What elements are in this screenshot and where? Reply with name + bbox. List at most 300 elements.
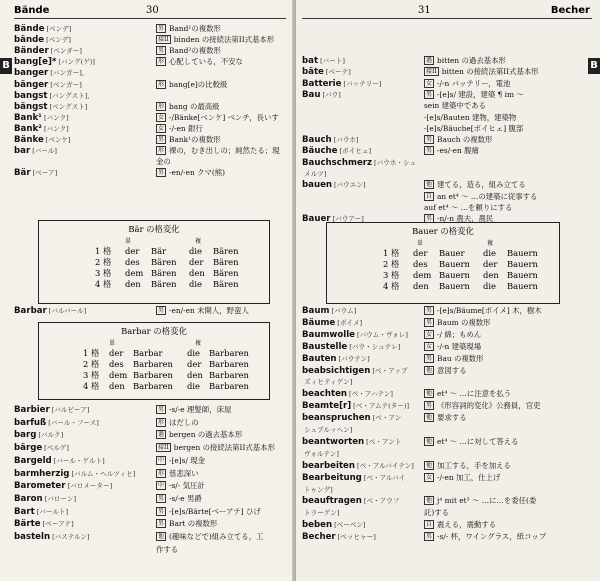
declension-cell: die (483, 248, 496, 258)
part-of-speech-tag: 女 (426, 473, 433, 481)
dictionary-entry (302, 330, 408, 340)
declension-title: Bauer の格変化 (412, 226, 474, 236)
entry-definition (424, 366, 467, 376)
declension-cell: des (125, 257, 140, 267)
declension-cell: 1 格 (95, 246, 112, 256)
dictionary-entry (302, 377, 352, 387)
part-of-speech-tag: 女 (158, 124, 165, 132)
part-of-speech-tag: 他 (426, 437, 433, 445)
dictionary-entry (302, 354, 370, 364)
definition-text: binden の接続法第II式基本形 (173, 35, 275, 45)
part-of-speech-tag: 形 (158, 147, 165, 155)
definition-text: -[e]s/Bauten 建物，建築物 (424, 112, 517, 122)
entry-definition (156, 545, 178, 555)
entry-pronunciation: [ボイヒェ] (339, 147, 372, 156)
entry-headword: bäte (302, 67, 324, 78)
dictionary-entry (302, 413, 401, 423)
declension-cell: Barbaren (209, 381, 249, 391)
declension-cell: den (189, 268, 205, 278)
right-thumb-tab: B (588, 58, 600, 74)
definition-text: はだしの (169, 417, 199, 427)
dictionary-entry (14, 507, 68, 517)
column-head: 単 (109, 340, 116, 347)
dictionary-entry (14, 113, 69, 123)
declension-cell: 3 格 (83, 370, 100, 380)
definition-text: auf et⁴ ～ …を頼りにする (424, 202, 513, 212)
part-of-speech-tag: 女 (158, 113, 165, 121)
entry-pronunciation: ヴォルテン] (304, 449, 339, 458)
part-of-speech-tag: 形 (158, 80, 165, 88)
entry-definition (424, 180, 526, 190)
entry-headword: bang[e]* (14, 57, 57, 68)
right-page (296, 0, 600, 581)
dictionary-entry (14, 430, 63, 440)
dictionary-entry (302, 79, 382, 89)
entry-headword: bearbeiten (302, 460, 355, 471)
entry-headword: Bär (14, 168, 31, 179)
definition-text: -en/-en 未開人，野蛮人 (169, 306, 249, 315)
entry-headword: bat (302, 56, 319, 66)
entry-headword: beben (302, 520, 333, 531)
declension-cell: Barbar (133, 348, 163, 358)
declension-cell: Bären (151, 268, 177, 278)
dictionary-entry (14, 405, 89, 415)
entry-definition (156, 57, 243, 67)
right-running-head: Becher (550, 5, 590, 16)
column-head: 単 (125, 238, 132, 245)
entry-definition (424, 461, 511, 471)
part-of-speech-tag: 男 (158, 47, 165, 55)
part-of-speech-tag: 女 (426, 330, 433, 338)
declension-cell: Bauern (507, 270, 538, 280)
dictionary-entry (302, 485, 333, 495)
dictionary-entry (14, 306, 86, 316)
definition-text: -s/- 気圧計 (169, 481, 205, 491)
dictionary-entry (302, 90, 341, 100)
entry-definition (424, 318, 491, 328)
declension-title: Bär の格変化 (128, 224, 180, 234)
part-of-speech-tag: 中 (158, 456, 165, 464)
entry-definition (156, 507, 261, 517)
entry-definition (156, 146, 280, 156)
entry-pronunciation: [バンガー], (50, 69, 84, 78)
dictionary-entry (14, 24, 71, 34)
entry-headword: Beamte[r] (302, 401, 352, 412)
bar-declension-box (38, 220, 270, 304)
part-of-speech-tag: 男 (158, 520, 165, 528)
entry-definition (424, 401, 541, 411)
entry-headword: Bäuche (302, 146, 338, 157)
declension-title: Barbar の格変化 (121, 326, 187, 336)
entry-headword: Baum (302, 306, 330, 316)
entry-headword: Bände (14, 24, 45, 34)
declension-cell: der (109, 348, 124, 358)
entry-pronunciation: [べ・アン (372, 414, 402, 423)
entry-pronunciation: [バウ・シュテレ] (349, 342, 401, 351)
part-of-speech-tag: 男 (158, 494, 165, 502)
definition-text: -es/-en 腹痛 (437, 146, 479, 156)
entry-pronunciation: [ベーベン] (334, 521, 366, 530)
entry-pronunciation: [べ・アルバイ (363, 473, 406, 482)
dictionary-entry (302, 401, 409, 411)
declension-cell: Bären (213, 268, 239, 278)
entry-pronunciation: [ベンケ] (45, 136, 71, 144)
entry-headword: barg (14, 430, 37, 441)
entry-definition (424, 520, 496, 530)
definition-text: 心配している，不安な (169, 57, 243, 67)
entry-pronunciation: [ボイメ] (337, 318, 363, 327)
part-of-speech-tag: 形 (158, 469, 165, 477)
entry-definition (156, 157, 171, 167)
entry-definition (424, 508, 449, 518)
dictionary-entry (302, 461, 414, 471)
definition-text: bitten の過去基本形 (437, 56, 506, 65)
entry-pronunciation: [バング(ゲ)] (58, 58, 95, 67)
declension-cell: Bären (213, 257, 239, 267)
entry-pronunciation: メルツ] (304, 170, 327, 178)
definition-text: 加工する，手を加える (437, 460, 511, 470)
dictionary-entry (14, 46, 82, 56)
dictionary-entry (302, 306, 356, 316)
entry-headword: Bauch (302, 135, 332, 146)
entry-pronunciation: [ベンデ] (46, 36, 71, 45)
declension-cell: den (413, 281, 429, 291)
dictionary-entry (14, 91, 89, 101)
declension-cell: dem (109, 370, 128, 380)
column-head: 複 (195, 340, 202, 347)
entry-headword: Bäume (302, 317, 336, 328)
declension-cell: Barbaren (133, 359, 173, 369)
entry-pronunciation: [べ・アント (366, 437, 402, 446)
entry-pronunciation: [ベッヒャー] (337, 533, 376, 542)
declension-cell: Bären (151, 257, 177, 267)
declension-cell: die (483, 281, 496, 291)
bauer-declension-box (326, 222, 560, 304)
entry-headword: beauftragen (302, 496, 362, 507)
left-running-head: Bände (14, 5, 50, 16)
definition-text: 慈悲深い (169, 468, 199, 478)
definition-text: bang[e]の比較級 (169, 79, 228, 89)
entry-headword: Bau (302, 89, 321, 100)
dictionary-entry (14, 124, 69, 134)
declension-cell: Bauern (507, 281, 538, 291)
entry-headword: beanspruchen (302, 413, 371, 424)
dictionary-entry (14, 102, 87, 112)
entry-headword: Bauten (302, 353, 337, 364)
left-page-number: 30 (146, 5, 159, 16)
entry-headword: beantworten (302, 436, 365, 447)
entry-definition (424, 437, 519, 447)
part-of-speech-tag: 男 (158, 169, 165, 177)
declension-cell: die (187, 381, 200, 391)
entry-pronunciation: [バール] (32, 147, 57, 156)
definition-text: 裸の，むき出しの；純然たる；現 (169, 146, 280, 156)
part-of-speech-tag: 男 (158, 507, 165, 515)
entry-definition (424, 113, 516, 123)
dictionary-entry (302, 158, 416, 168)
declension-cell: Bauern (507, 248, 538, 258)
part-of-speech-tag: 形 (158, 418, 165, 426)
entry-definition (424, 306, 542, 316)
definition-text: bergen の接続法第II式基本形 (173, 443, 275, 453)
definition-text: Bank¹の複数形 (169, 135, 221, 144)
entry-pronunciation: [ベーテ] (325, 68, 351, 77)
definition-text: Band¹の複数形 (169, 24, 221, 33)
definition-text: -n/-n 農夫，農民 (437, 214, 494, 224)
entry-definition (156, 418, 199, 428)
entry-headword: Baustelle (302, 341, 348, 352)
definition-text: et⁴ ～ …に注意を払う (437, 389, 512, 399)
part-of-speech-tag: 女 (426, 79, 433, 87)
declension-cell: die (187, 348, 200, 358)
entry-definition (156, 405, 231, 415)
entry-headword: beabsichtigen (302, 365, 371, 376)
definition-text: Baum の複数形 (437, 317, 491, 327)
entry-definition (156, 481, 205, 491)
dictionary-entry (14, 135, 71, 145)
declension-cell: die (189, 246, 202, 256)
entry-definition (424, 413, 467, 423)
entry-definition (424, 532, 546, 542)
entry-headword: bände (14, 35, 45, 46)
definition-text: 作する (156, 544, 179, 554)
entry-pronunciation: シュプルッヘン] (304, 426, 353, 434)
dictionary-entry (14, 68, 84, 78)
entry-pronunciation: [バステルン] (52, 533, 90, 541)
part-of-speech-tag: 男 (426, 307, 433, 314)
definition-text: Bau の複数形 (437, 353, 484, 363)
entry-pronunciation: [バンク] (43, 113, 69, 122)
declension-cell: Bauern (439, 259, 470, 269)
definition-text: Bauch の複数形 (437, 135, 493, 145)
entry-headword: bänger (14, 79, 49, 90)
definition-text: -/Bänke[ベンケ] ベンチ，長いす (169, 112, 279, 122)
part-of-speech-tag: 過 (426, 57, 433, 64)
barbar-declension-box (38, 322, 270, 400)
entry-definition (424, 192, 537, 202)
entry-headword: Bart (14, 506, 35, 517)
entry-headword: Bänke (14, 135, 44, 145)
part-of-speech-tag: 形 (158, 102, 165, 110)
declension-cell: der (125, 246, 140, 256)
entry-headword: Bauer (302, 214, 331, 225)
dictionary-entry (302, 135, 359, 145)
entry-definition (156, 102, 220, 112)
entry-definition (156, 168, 225, 178)
entry-definition (156, 24, 221, 34)
part-of-speech-tag: 男 (158, 307, 165, 314)
entry-definition (156, 113, 279, 123)
declension-cell: den (187, 370, 203, 380)
entry-headword: bangst (14, 90, 48, 101)
declension-cell: der (413, 248, 428, 258)
entry-pronunciation: [バウホ・シュ (374, 158, 417, 167)
entry-pronunciation: トラーゲン] (304, 509, 340, 518)
entry-pronunciation: [バロメーター] (67, 482, 113, 491)
part-of-speech-tag: 他 (426, 366, 433, 374)
part-of-speech-tag: 男 (426, 90, 433, 98)
entry-definition (156, 443, 275, 453)
definition-text: -en/-en クマ(熊) (169, 168, 226, 178)
entry-definition (156, 135, 221, 145)
dictionary-entry (14, 469, 135, 479)
declension-cell: den (109, 381, 125, 391)
definition-text: -s/- 杯，ワイングラス，紙コップ (437, 532, 547, 542)
entry-pronunciation: [バウム・ヴォレ] (357, 330, 408, 339)
definition-text: -s/-e 男爵 (169, 493, 202, 503)
entry-pronunciation: [バッテリー] (343, 79, 382, 88)
dictionary-entry (14, 481, 112, 491)
entry-headword: bar (14, 146, 31, 157)
entry-headword: beachten (302, 389, 348, 400)
entry-headword: Bank¹ (14, 112, 42, 123)
declension-cell: Bauern (439, 281, 470, 291)
entry-headword: basteln (14, 532, 51, 542)
part-of-speech-tag: 男 (158, 136, 165, 143)
part-of-speech-tag: 自 (426, 521, 433, 529)
declension-cell: 1 格 (83, 348, 100, 358)
entry-pronunciation: [バルム・ヘルツィヒ] (71, 469, 136, 478)
dictionary-entry (14, 57, 95, 67)
dictionary-entry (14, 443, 69, 453)
entry-definition (156, 519, 217, 529)
part-of-speech-tag: 接II (158, 444, 169, 452)
dictionary-entry (14, 519, 74, 529)
dictionary-entry (14, 456, 105, 466)
dictionary-entry (14, 35, 71, 45)
entry-headword: barfuß (14, 417, 47, 428)
entry-pronunciation: [べ・アムテ(ター)] (353, 402, 410, 411)
definition-text: Band²の複数形 (169, 46, 221, 56)
entry-headword: Bänder (14, 46, 49, 57)
entry-pronunciation: ズィヒティゲン] (304, 378, 353, 387)
declension-cell: Bauern (507, 259, 538, 269)
dictionary-entry (14, 532, 90, 542)
declension-cell: der (483, 259, 498, 269)
entry-headword: Baron (14, 493, 43, 504)
entry-pronunciation: [ベーア] (32, 169, 58, 178)
column-head: 単 (417, 240, 424, 247)
entry-headword: Bargeld (14, 455, 52, 466)
dictionary-entry (302, 56, 345, 66)
left-page (0, 0, 296, 581)
dictionary-entry (302, 520, 366, 530)
part-of-speech-tag: 接II (158, 36, 169, 44)
entry-pronunciation: [バルク] (38, 431, 64, 440)
dictionary-entry (302, 180, 366, 190)
entry-definition (156, 35, 274, 45)
declension-cell: Barbaren (209, 348, 249, 358)
definition-text: 託)する (424, 508, 450, 518)
definition-text: bitten の接続法第II式基本形 (441, 67, 539, 77)
entry-headword: bauen (302, 180, 333, 191)
entry-pronunciation: [ベンデ] (46, 25, 72, 33)
declension-cell: des (413, 259, 428, 269)
entry-definition (424, 56, 506, 66)
declension-cell: Barbaren (133, 370, 173, 380)
definition-text: (趣味などで)組み立てる，工 (169, 532, 264, 541)
entry-pronunciation: [バローン] (44, 494, 77, 503)
declension-cell: dem (125, 268, 144, 278)
entry-pronunciation: [バウ] (322, 90, 341, 99)
entry-pronunciation: [バール・ゲルト] (53, 456, 105, 465)
left-thumb-tab: B (0, 58, 12, 74)
part-of-speech-tag: 過 (158, 431, 165, 439)
entry-headword: Bärte (14, 519, 41, 530)
entry-pronunciation: [バウホ] (333, 136, 359, 145)
right-page-number: 31 (418, 5, 431, 16)
dictionary-entry (302, 342, 400, 352)
definition-text: 建てる，造る，組み立てる (437, 180, 526, 190)
entry-headword: barmherzig (14, 468, 70, 479)
declension-cell: Barbaren (133, 381, 173, 391)
dictionary-entry (14, 494, 76, 504)
entry-headword: banger (14, 68, 49, 79)
entry-definition (424, 146, 479, 156)
definition-text: -/-en 銀行 (169, 123, 203, 133)
declension-cell: 2 格 (83, 359, 100, 369)
definition-text: 震える，震動する (437, 520, 497, 530)
entry-definition (424, 79, 510, 89)
entry-pronunciation: [バウテン] (338, 354, 370, 363)
entry-definition (424, 90, 524, 100)
entry-definition (424, 389, 511, 399)
entry-headword: Bearbeitung (302, 472, 362, 483)
entry-definition (424, 124, 523, 134)
part-of-speech-tag: 他 (426, 181, 433, 189)
entry-pronunciation: [べ・アルバイテン] (357, 461, 414, 470)
entry-headword: Batterie (302, 78, 342, 89)
definition-text: bergen の過去基本形 (169, 430, 243, 440)
dictionary-entry (302, 437, 401, 447)
entry-definition (424, 473, 500, 483)
dictionary-entry (302, 449, 339, 459)
definition-text: 意図する (437, 365, 467, 375)
dictionary-entry (302, 389, 393, 399)
entry-headword: Baumwolle (302, 329, 355, 340)
definition-text: 要求する (437, 413, 467, 423)
entry-definition (424, 330, 481, 340)
entry-definition (156, 456, 205, 466)
part-of-speech-tag: 他 (426, 414, 433, 422)
dictionary-entry (302, 532, 376, 542)
entry-pronunciation: [バルバール] (48, 307, 87, 315)
part-of-speech-tag: 形 (158, 58, 165, 66)
entry-definition (156, 46, 221, 56)
dictionary-entry (302, 67, 351, 77)
entry-pronunciation: [ベルゲ] (44, 444, 69, 453)
entry-pronunciation: [べ・アハテン] (349, 390, 393, 399)
definition-text: -[e]s/Bärte[ベーアテ] ひげ (169, 506, 261, 516)
dictionary-entry (14, 80, 82, 90)
entry-headword: bärge (14, 443, 43, 454)
entry-pronunciation: [バルビーア] (51, 406, 90, 414)
part-of-speech-tag: 他 (426, 461, 433, 469)
entry-definition (156, 430, 242, 440)
declension-cell: der (189, 257, 204, 267)
definition-text: j⁴ mit et³ ～ …に…を委任(委 (437, 496, 537, 506)
column-head: 複 (487, 240, 494, 247)
entry-pronunciation: [バウアー] (332, 215, 364, 224)
part-of-speech-tag: 男 (426, 215, 433, 223)
definition-text: -[e]s/Bäume[ボイメ] 木，樹木 (437, 306, 542, 315)
entry-pronunciation: [ベーアテ] (42, 520, 74, 529)
declension-cell: den (125, 279, 141, 289)
definition-text: -[e]s/Bäuche[ボイヒェ] 腹部 (424, 123, 524, 133)
declension-cell: Bären (151, 279, 177, 289)
declension-cell: dem (413, 270, 432, 280)
part-of-speech-tag: 男 (158, 25, 165, 32)
